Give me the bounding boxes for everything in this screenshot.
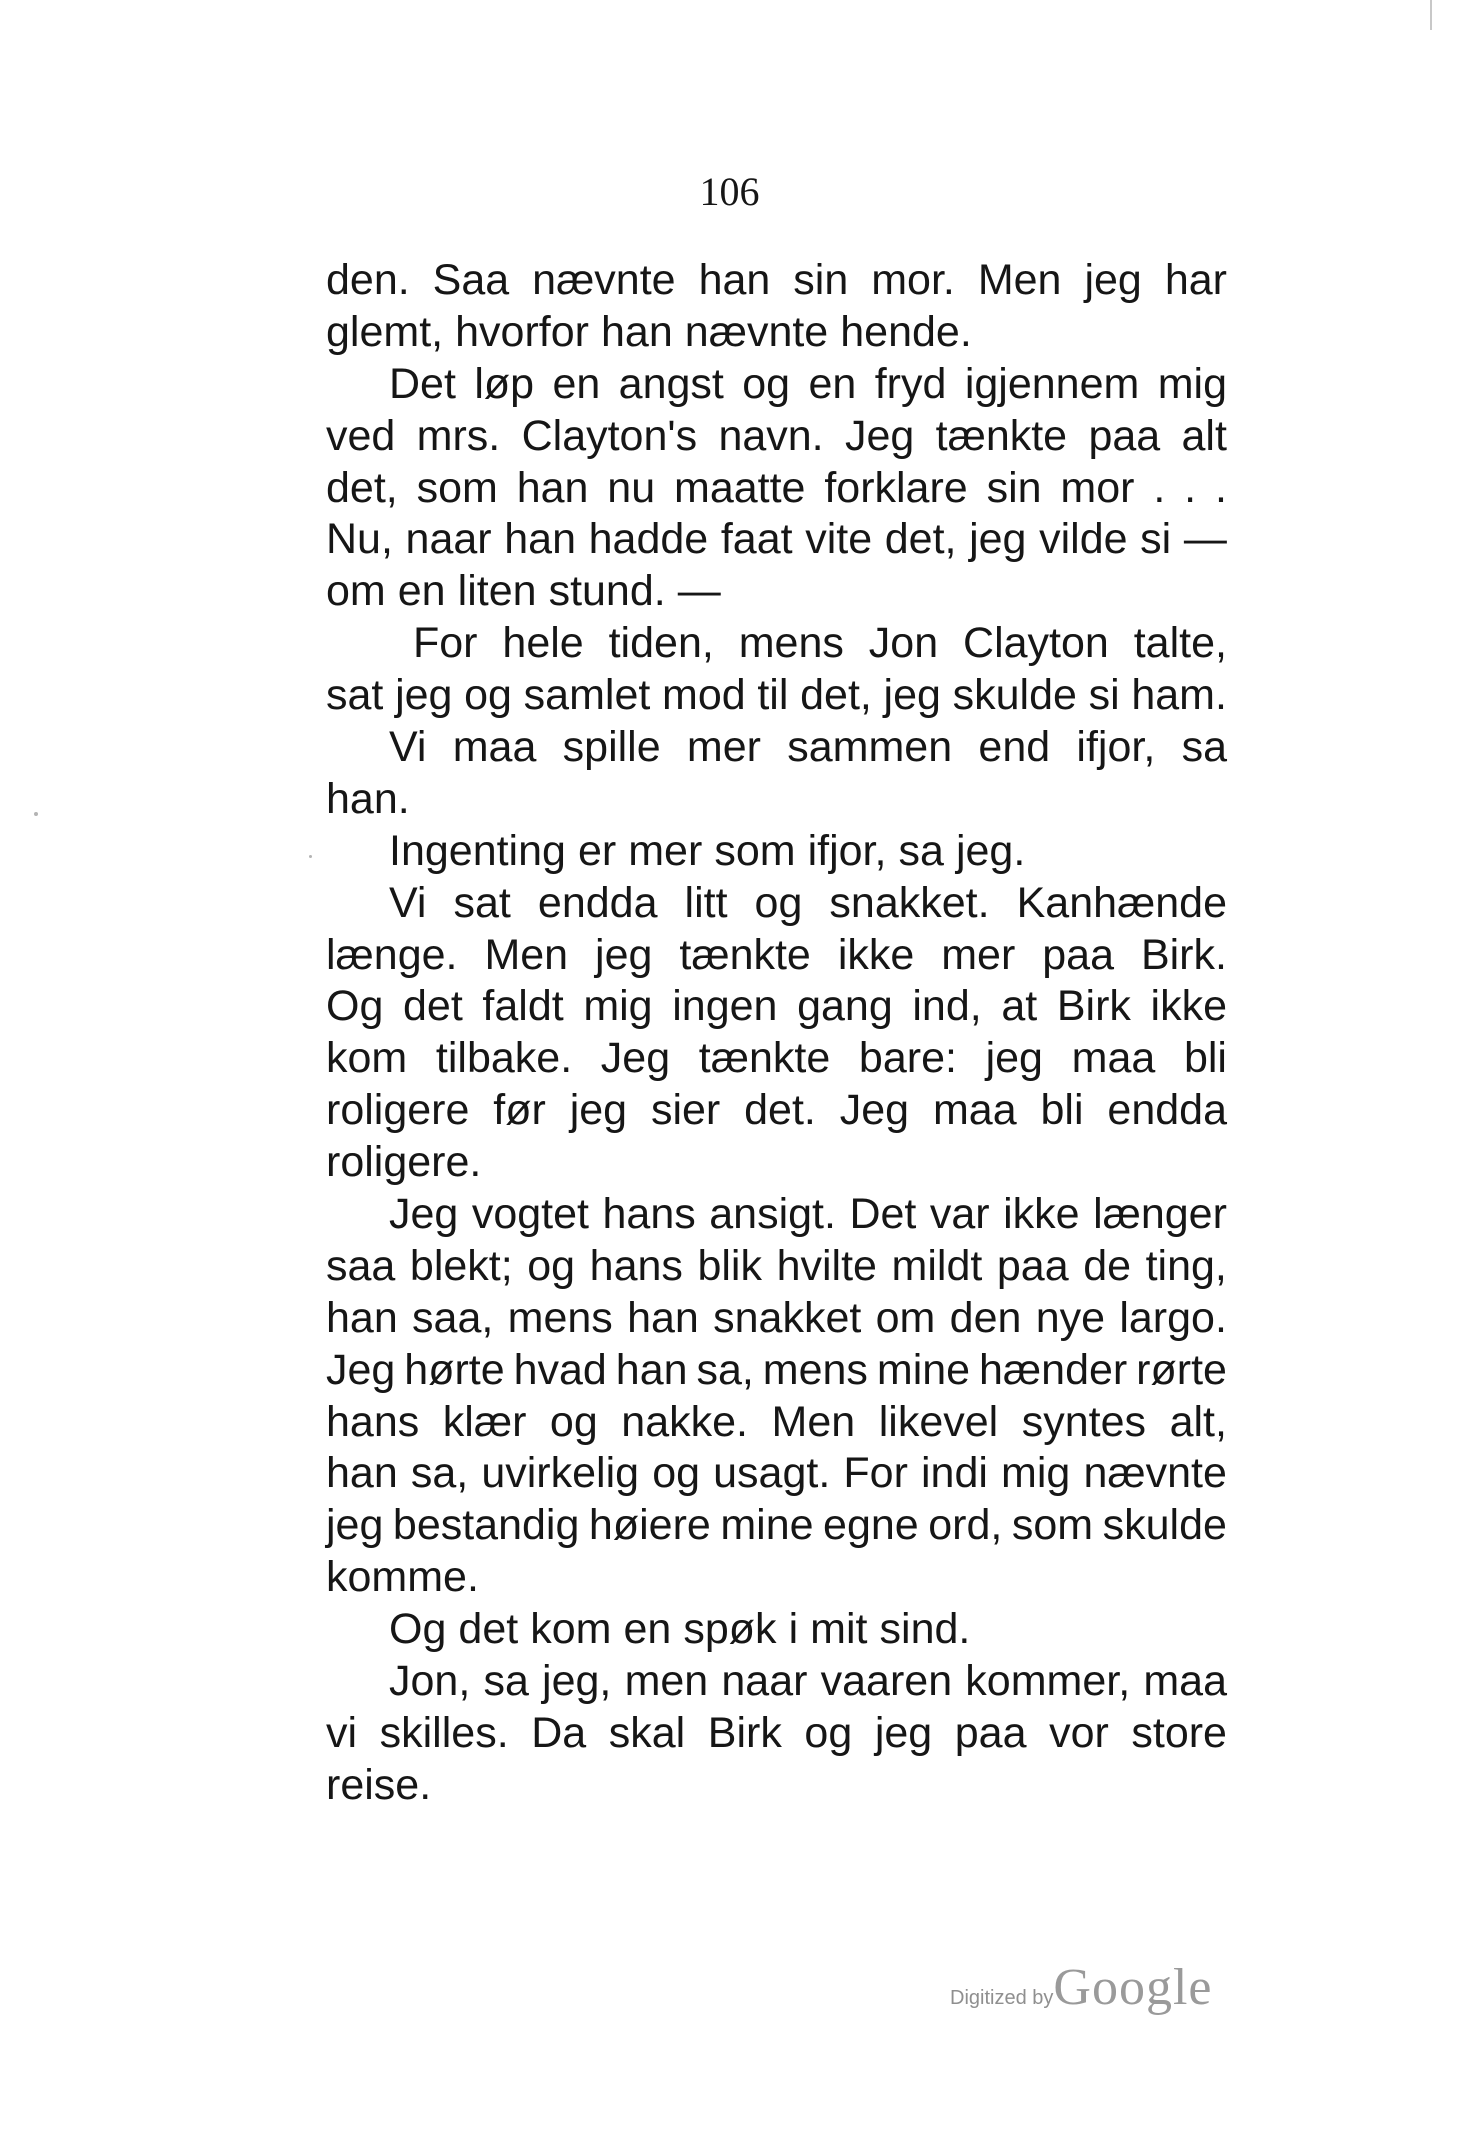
word: hende. [840,307,972,356]
word: nævnte [532,256,676,304]
word: si [1088,671,1120,720]
word: nye [1035,1293,1106,1342]
word: store [1131,1708,1227,1757]
word: han [326,1293,398,1342]
text-line [326,930,1227,982]
word: Kanhænde [1016,878,1227,927]
word: mod [662,671,746,720]
word: . [1153,463,1166,512]
word: Det [389,359,456,408]
word: jeg, [542,1657,612,1706]
word: Clayton's [521,411,698,460]
word: nævnte [684,307,829,356]
word: — [1183,515,1227,564]
word: tænkte [679,930,811,979]
word: ved [326,411,396,460]
word: sin [986,463,1042,512]
word: tiden, [608,619,714,668]
word: den [949,1293,1022,1342]
word: mer [628,826,703,875]
word: den. [326,256,410,304]
word: Clayton [963,619,1109,668]
text-line [326,1397,1227,1449]
text-line [326,981,1227,1033]
word: ingen [672,982,778,1031]
text-line [326,1085,1227,1137]
word: bare: [858,1034,957,1083]
word: en [397,567,446,616]
word: Birk [707,1708,782,1757]
word: igjennem [964,359,1140,408]
word: Det [849,1190,917,1239]
word: maa [932,1086,1017,1135]
word: bli [1183,1034,1227,1083]
word: komme. [326,1553,479,1602]
body-text [326,255,1227,1812]
word: sat [326,671,384,720]
word: sa [898,826,944,875]
word: ifjor, [807,826,887,875]
word: mildt [891,1241,983,1290]
word: jeg [883,671,941,720]
word: høiere [588,1501,711,1550]
word: en [808,359,857,408]
word: ansigt. [709,1190,836,1239]
word: det [403,982,463,1031]
word: spille [562,723,661,772]
word: før [493,1086,546,1135]
word: Ingenting [389,826,566,875]
word: hans [602,1190,696,1239]
word: liten [457,567,537,616]
word: Jeg [600,1034,671,1083]
word: tilbake. [435,1034,573,1083]
text-line [326,1708,1227,1760]
word: saa, [412,1293,494,1342]
word: nakke. [621,1397,748,1446]
word: blekt; [409,1241,513,1290]
word: For [413,619,478,668]
word: sin [793,256,849,304]
word: glemt, [326,307,444,356]
word: Jeg [844,411,915,460]
text-line [326,1293,1227,1345]
word: ifjor, [1076,723,1156,772]
watermark-prefix: Digitized by [950,1987,1054,2009]
word: han [326,1449,398,1498]
word: Saa [432,256,510,304]
word: snakket. [829,878,990,927]
word: til [757,671,789,720]
word: hvilte [776,1241,877,1290]
word: reise. [326,1760,432,1809]
word: vogtet [471,1190,589,1239]
word: fryd [874,359,947,408]
word: ikke [1003,1190,1080,1239]
word: endda [1107,1086,1227,1135]
word: For [843,1449,908,1498]
word: som [1011,1501,1094,1550]
word: bestandig [392,1501,580,1550]
word: kommer, [965,1657,1131,1706]
word: snakket [713,1293,862,1342]
word: om [326,567,386,616]
word: Vi [389,878,427,927]
word: en [552,359,601,408]
word: sier [650,1086,721,1135]
word: nævnte [1083,1449,1227,1498]
word: ikke [1150,982,1227,1031]
text-line [326,1448,1227,1500]
word: indi [921,1449,988,1498]
word: mig [583,982,653,1031]
word: alt [1181,411,1227,460]
word: maatte [674,463,806,512]
word: Men [977,256,1062,304]
google-logo: Google [1053,1959,1213,2016]
text-line [326,1137,1227,1189]
word: som [416,463,498,512]
word: mer [686,723,761,772]
word: jeg [595,930,653,979]
word: litt [684,878,728,927]
text-line [326,618,1227,670]
word: det, [884,515,957,564]
word: gang [797,982,893,1031]
word: han [516,463,589,512]
word: syntes [1021,1397,1147,1446]
word: tænkte [698,1034,831,1083]
word: om [875,1293,936,1342]
text-line [326,1189,1227,1241]
word: rørte [1136,1345,1227,1394]
word: naar [405,515,492,564]
text-line [326,1656,1227,1708]
word: mine [876,1345,971,1394]
word: paa [954,1708,1027,1757]
text-line [326,826,1227,878]
word: mor. [871,256,955,304]
word: mens [738,619,844,668]
word: skulde [1102,1501,1227,1550]
word: Men [771,1397,856,1446]
word: at [1001,982,1038,1031]
word: maa [452,723,537,772]
word: vaaren [820,1657,953,1706]
word: hvad [513,1345,607,1394]
word: har [1164,256,1227,304]
word: ham. [1131,671,1227,720]
word: bli [1040,1086,1084,1135]
word: en [623,1605,672,1654]
word: og [754,878,803,927]
word: det, [800,671,872,720]
word: sa [483,1657,529,1706]
text-line [326,1345,1227,1397]
text-line [326,1604,1227,1656]
text-line [326,722,1227,774]
word: jeg [969,515,1027,564]
text-line [326,255,1227,307]
word: — [677,567,721,616]
text-line [326,1552,1227,1604]
word: kom [530,1605,612,1654]
word: tænkte [935,411,1068,460]
word: længe. [326,930,458,979]
word: roligere. [326,1138,482,1187]
word: talte, [1133,619,1227,668]
word: han [698,256,771,304]
word: ord, [928,1501,1003,1550]
word: jeg [569,1086,628,1135]
word: sat [453,878,511,927]
text-line [326,1760,1227,1812]
word: skal [608,1708,686,1757]
word: var [929,1190,990,1239]
word: det, [326,463,398,512]
word: mit [810,1605,868,1654]
word: og [742,359,791,408]
word: likevel [878,1397,999,1446]
word: blik [697,1241,762,1290]
word: . [1214,463,1227,512]
word: nu [607,463,656,512]
text-line [326,878,1227,930]
word: Jeg [326,1345,396,1394]
word: angst [618,359,724,408]
word: kom [326,1034,408,1083]
word: ikke [837,930,915,979]
word: hænder [979,1345,1128,1394]
scan-edge-line [1430,0,1432,30]
word: skulde [952,671,1077,720]
word: jeg [1084,256,1142,304]
word: si [1140,515,1172,564]
word: jeg [395,671,453,720]
word: hvorfor [455,307,589,356]
text-line [326,463,1227,515]
word: Da [531,1708,587,1757]
word: roligere [326,1086,470,1135]
text-line [326,670,1227,722]
word: mig [1157,359,1227,408]
word: jeg [985,1034,1043,1083]
word: er [577,826,617,875]
word: mor [1060,463,1135,512]
word: samlet [523,671,651,720]
word: og [652,1449,701,1498]
word: paa [1042,930,1114,979]
word: sammen [787,723,953,772]
word: largo. [1119,1293,1227,1342]
word: det [458,1605,519,1654]
word: mens [507,1293,613,1342]
text-line [326,1033,1227,1085]
word: Jon [868,619,939,668]
word: han [504,515,576,564]
word: det. [744,1086,816,1135]
word: Jeg [839,1086,910,1135]
text-line [326,566,1227,618]
word: jeg [326,1501,384,1550]
word: Birk. [1140,930,1227,979]
word: end [978,723,1051,772]
word: han [627,1293,699,1342]
word: saa [326,1241,396,1290]
word: egne [823,1501,919,1550]
word: paa [1088,411,1161,460]
word: men [624,1657,709,1706]
word: forklare [824,463,968,512]
word: . [1184,463,1197,512]
word: vite [805,515,873,564]
word: og [804,1708,853,1757]
word: klær [442,1397,527,1446]
text-line [326,1241,1227,1293]
word: jeg [874,1708,933,1757]
word: paa [996,1241,1069,1290]
word: Vi [389,723,427,772]
word: som [714,826,796,875]
word: Jeg [389,1190,459,1239]
word: Jon, [389,1657,471,1706]
word: faat [720,515,793,564]
text-line [326,1500,1227,1552]
word: mens [762,1345,868,1394]
word: vor [1049,1708,1109,1757]
word: jeg. [955,826,1026,875]
word: længer [1093,1190,1227,1239]
word: maa [1143,1657,1227,1706]
word: naar [721,1657,808,1706]
word: og [527,1241,576,1290]
word: faldt [482,982,564,1031]
word: hele [502,619,584,668]
page-number: 106 [699,169,760,214]
text-line [326,411,1227,463]
word: Nu, [326,515,393,564]
word: sa, [696,1345,754,1394]
word: alt, [1169,1397,1227,1446]
word: uvirkelig [481,1449,640,1498]
word: sa [1181,723,1227,772]
word: mine [720,1501,814,1550]
word: Men [484,930,569,979]
word: og [549,1397,598,1446]
word: Birk [1056,982,1131,1031]
word: han [601,307,673,356]
word: hadde [588,515,709,564]
word: og [464,671,512,720]
word: skilles. [379,1708,509,1757]
word: Og [389,1605,447,1654]
digitized-by-watermark [950,1958,1212,2017]
word: vilde [1039,515,1128,564]
word: mer [941,930,1016,979]
word: mig [1001,1449,1071,1498]
word: Og [326,982,384,1031]
word: de [1083,1241,1132,1290]
word: sa, [410,1449,469,1498]
word: vi [326,1708,358,1757]
word: hørte [404,1345,505,1394]
word: endda [537,878,658,927]
word: ting, [1145,1241,1227,1290]
word: sind. [879,1605,971,1654]
text-line [326,774,1227,826]
text-line [326,514,1227,566]
scan-speck [34,812,38,816]
word: han. [326,774,410,823]
word: usagt. [713,1449,831,1498]
word: hans [326,1397,420,1446]
word: navn. [718,411,824,460]
word: stund. [548,567,666,616]
word: hans [589,1241,683,1290]
word: løp [474,359,535,408]
word: mrs. [416,411,501,460]
text-line [326,359,1227,411]
word: i [788,1605,799,1654]
scan-speck [309,855,312,858]
word: maa [1071,1034,1156,1083]
word: han [615,1345,688,1394]
text-line [326,307,1227,359]
word: spøk [683,1605,777,1654]
word: ind, [912,982,982,1031]
